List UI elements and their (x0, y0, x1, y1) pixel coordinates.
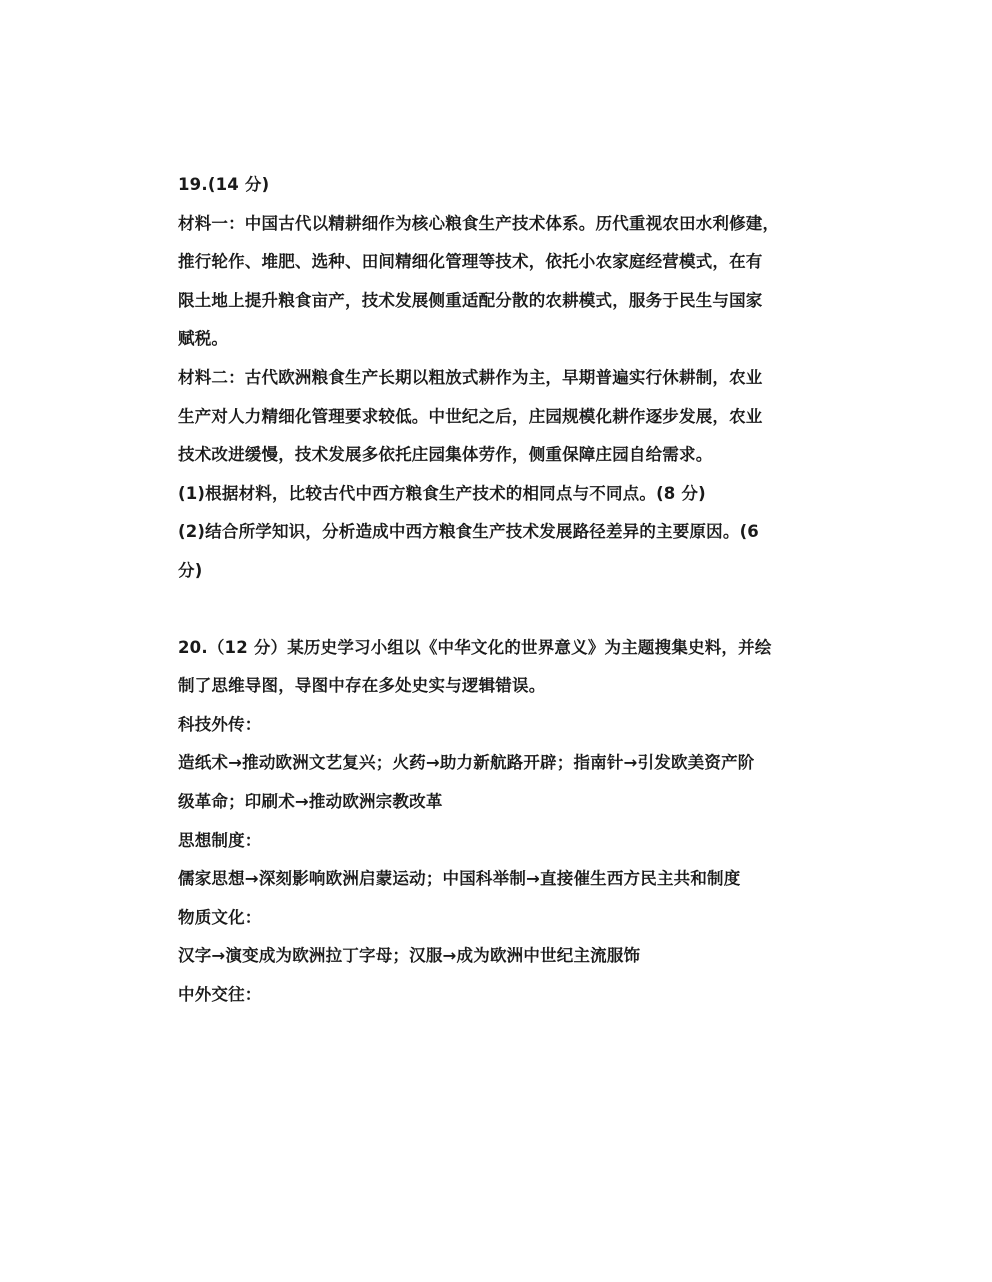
material-culture-line: 汉字→演变成为欧洲拉丁字母；汉服→成为欧洲中世纪主流服饰 (178, 946, 641, 966)
material-one-line-1: 材料一：中国古代以精耕细作为核心粮食生产技术体系。历代重视农田水利修建， (178, 213, 780, 233)
exam-page (178, 166, 823, 1014)
q19-question-2-line-1: (2)结合所学知识，分析造成中西方粮食生产技术发展路径差异的主要原因。(6 (178, 522, 759, 542)
q19-material-two (178, 359, 823, 475)
tech-heading: 科技外传： (178, 714, 262, 734)
material-two-line-2: 生产对人力精细化管理要求较低。中世纪之后，庄园规模化耕作逐步发展，农业 (178, 406, 763, 426)
material-two-line-1: 材料二：古代欧洲粮食生产长期以粗放式耕作为主，早期普遍实行休耕制，农业 (178, 367, 763, 387)
q19-heading: 19.(14 分) (178, 175, 270, 194)
material-culture-heading: 物质文化： (178, 907, 262, 927)
section-gap (178, 591, 823, 629)
material-one-line-3: 限土地上提升粮食亩产，技术发展侧重适配分散的农耕模式，服务于民生与国家 (178, 290, 763, 310)
q19-question-2-line-2: 分) (178, 560, 203, 580)
material-one-line-2: 推行轮作、堆肥、选种、田间精细化管理等技术，依托小农家庭经营模式，在有 (178, 252, 763, 272)
thought-heading: 思想制度： (178, 830, 262, 850)
q19-question-1: (1)根据材料，比较古代中西方粮食生产技术的相同点与不同点。(8 分) (178, 483, 706, 503)
material-one-line-4: 赋税。 (178, 329, 229, 349)
material-two-line-3: 技术改进缓慢，技术发展多依托庄园集体劳作，侧重保障庄园自给需求。 (178, 445, 713, 465)
q20-intro-line-1: 20.（12 分）某历史学习小组以《中华文化的世界意义》为主题搜集史料，并绘 (178, 637, 772, 657)
exchange-heading: 中外交往： (178, 984, 262, 1004)
tech-line-2: 级革命；印刷术→推动欧洲宗教改革 (178, 791, 443, 811)
thought-line: 儒家思想→深刻影响欧洲启蒙运动；中国科举制→直接催生西方民主共和制度 (178, 869, 741, 889)
tech-line-1: 造纸术→推动欧洲文艺复兴；火药→助力新航路开辟；指南针→引发欧美资产阶 (178, 753, 755, 773)
q20-intro-line-2: 制了思维导图，导图中存在多处史实与逻辑错误。 (178, 676, 546, 696)
q19-material-one (178, 205, 823, 359)
